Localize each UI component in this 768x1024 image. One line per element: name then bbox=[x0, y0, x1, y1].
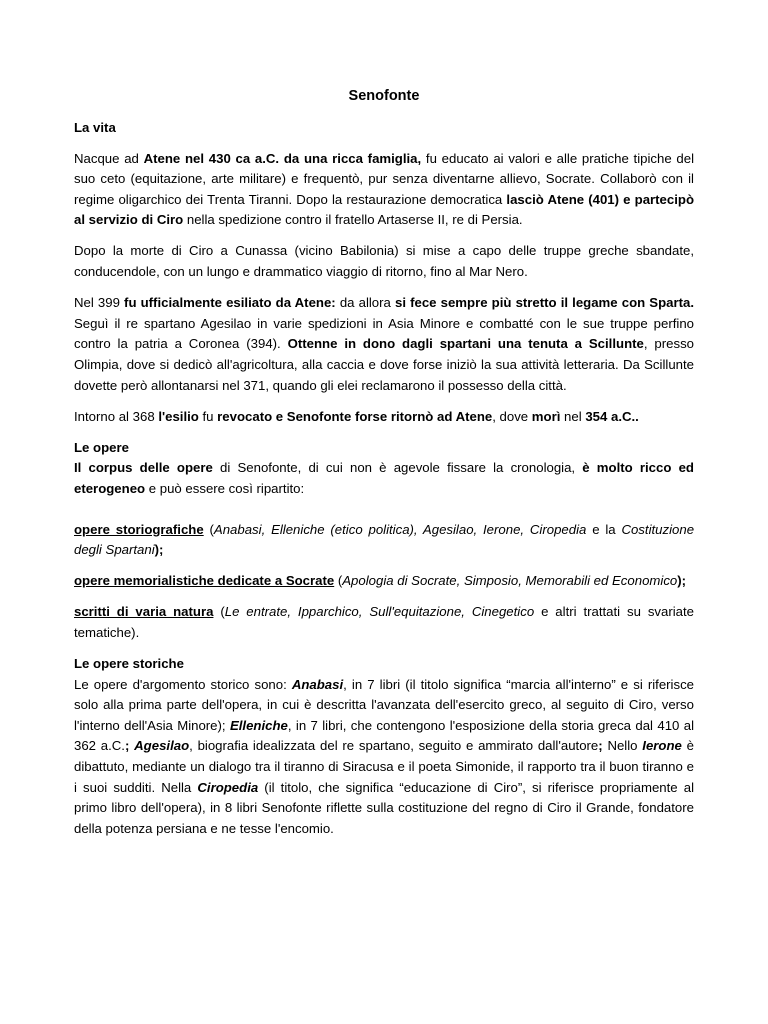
text-run: 354 a.C.. bbox=[585, 408, 639, 424]
paragraph-opere-storiografiche bbox=[74, 520, 694, 561]
text-run: ); bbox=[154, 542, 164, 558]
text-run: Nacque ad bbox=[74, 150, 144, 166]
text-run: Apologia di Socrate, Simposio, Memorabili ed Economico bbox=[342, 573, 678, 589]
text-run: Anabasi, Elleniche (etico politica), Agesilao, Ierone, Ciropedia bbox=[213, 521, 587, 537]
paragraph-vita-3 bbox=[74, 293, 694, 396]
text-run: opere storiografiche bbox=[74, 521, 204, 537]
section-heading-la-vita: La vita bbox=[74, 120, 116, 135]
text-run: lasciò Atene (401) e partecipò al servizio di Ciro bbox=[74, 191, 694, 228]
spacer bbox=[74, 500, 694, 520]
paragraph-vita-4 bbox=[74, 407, 694, 428]
paragraph-opere-storiche bbox=[74, 675, 694, 840]
text-run: revocato e Senofonte forse ritornò ad Atene bbox=[217, 408, 493, 424]
text-run: è molto ricco ed eterogeneo bbox=[74, 460, 694, 496]
text-run: (il titolo, che significa “educazione di Ciro”, si riferisce propriamente al primo libro dell'opera), in 8 libri Senofonte riflette sulla costituzione del regno di Ciro il Grande, fondatore della potenza persiana e ne tesse l'encomio. bbox=[74, 779, 694, 836]
text-run: ; bbox=[124, 738, 130, 754]
text-run: nella spedizione contro il fratello Artaserse II, re di Persia. bbox=[183, 212, 523, 228]
text-run: , in 7 libri, che contengono l'esposizione della storia greca dal 410 al 362 a.C. bbox=[74, 717, 694, 754]
text-run: Le opere d'argomento storico sono: bbox=[74, 676, 292, 692]
text-run: ); bbox=[677, 573, 687, 589]
paragraph-opere-memorialistiche bbox=[74, 571, 694, 592]
text-run: si fece sempre più stretto il legame con Sparta. bbox=[395, 295, 695, 311]
text-run: , in 7 libri (il titolo significa “marcia all'interno” e si riferisce solo alla prima parte dell'opera, in cui è descritta l'avanzata dell'esercito greco, al seguito di Ciro, verso l'interno dell'Asia Minore); bbox=[74, 676, 694, 733]
text-run: fu ufficialmente esiliato da Atene: bbox=[124, 295, 336, 311]
text-run: Il corpus delle opere bbox=[74, 460, 213, 476]
text-run: Costituzione degli Spartani bbox=[74, 521, 695, 558]
text-run: , biografia idealizzata del re spartano, seguito e ammirato dall'autore bbox=[189, 738, 599, 754]
text-run: fu bbox=[198, 408, 218, 424]
text-run: l'esilio bbox=[158, 408, 199, 424]
text-run: , dove bbox=[492, 408, 532, 424]
text-run: da allora bbox=[335, 295, 395, 311]
text-run: Dopo la morte di Ciro a Cunassa (vicino Babilonia) si mise a capo delle truppe greche sbandate, conducendole, con un lungo e drammatico viaggio di ritorno, fino al Mar Nero. bbox=[74, 243, 694, 280]
document-title: Senofonte bbox=[348, 88, 420, 104]
text-run: Nello bbox=[602, 738, 643, 754]
text-run: Elleniche bbox=[229, 717, 288, 733]
section-heading-opere-storiche: Le opere storiche bbox=[74, 655, 184, 671]
text-run: , presso Olimpia, dove si dedicò all'agricoltura, alla caccia e dove forse iniziò la sua attività letteraria. Da Scillunte dovette però allontanarsi nel 371, quando gli elei reclamarono il possesso della città. bbox=[74, 336, 694, 393]
text-run: Le entrate, Ipparchico, Sull'equitazione, Cinegetico bbox=[224, 604, 535, 620]
paragraph-vita-2 bbox=[74, 241, 694, 282]
text-run: ( bbox=[203, 521, 214, 537]
text-run: di Senofonte, di cui non è agevole fissare la cronologia, bbox=[212, 460, 583, 476]
text-run: e altri trattati su svariate tematiche). bbox=[74, 604, 694, 640]
section-heading-le-opere: Le opere bbox=[74, 439, 129, 455]
text-run: Ottenne in dono dagli spartani una tenuta a Scillunte bbox=[287, 336, 644, 352]
text-run: nel bbox=[560, 408, 586, 424]
paragraph-vita-1 bbox=[74, 149, 694, 231]
text-run: Ciropedia bbox=[197, 779, 259, 795]
text-run: fu educato ai valori e alle pratiche tipiche del suo ceto (equitazione, arte militare) e frequentò, pur senza diventarne allievo, Socrate. Collaborò con il regime oligarchico dei Trenta Tiranni. Dopo la restaurazione democratica bbox=[74, 150, 695, 207]
text-run: Agesilao bbox=[134, 738, 190, 754]
text-run: Ierone bbox=[642, 738, 682, 754]
text-run: ( bbox=[213, 604, 225, 620]
text-run: ; bbox=[598, 738, 603, 754]
text-run: Intorno al 368 bbox=[74, 408, 159, 424]
text-run: è dibattuto, mediante un dialogo tra il tiranno di Siracusa e il poeta Simonide, il rapporto tra il buon tiranno e i suoi sudditi. Nella bbox=[74, 738, 694, 795]
text-run: opere memorialistiche dedicate a Socrate bbox=[74, 573, 335, 589]
text-run: e la bbox=[586, 521, 622, 537]
text-run: Anabasi bbox=[291, 676, 344, 692]
paragraph-opere-intro bbox=[74, 458, 694, 499]
text-run: Atene nel 430 ca a.C. da una ricca famiglia, bbox=[143, 150, 422, 166]
text-run: Seguì il re spartano Agesilao in varie spedizioni in Asia Minore e combatté con le sue truppe perfino contro la patria a Coronea (394). bbox=[74, 315, 694, 352]
text-run: Nel 399 bbox=[74, 295, 125, 311]
text-run: morì bbox=[531, 408, 561, 424]
paragraph-scritti-varia-natura bbox=[74, 602, 694, 643]
text-run: e può essere così ripartito: bbox=[145, 480, 305, 496]
text-run: scritti di varia natura bbox=[74, 604, 214, 620]
text-run: ( bbox=[334, 573, 343, 589]
